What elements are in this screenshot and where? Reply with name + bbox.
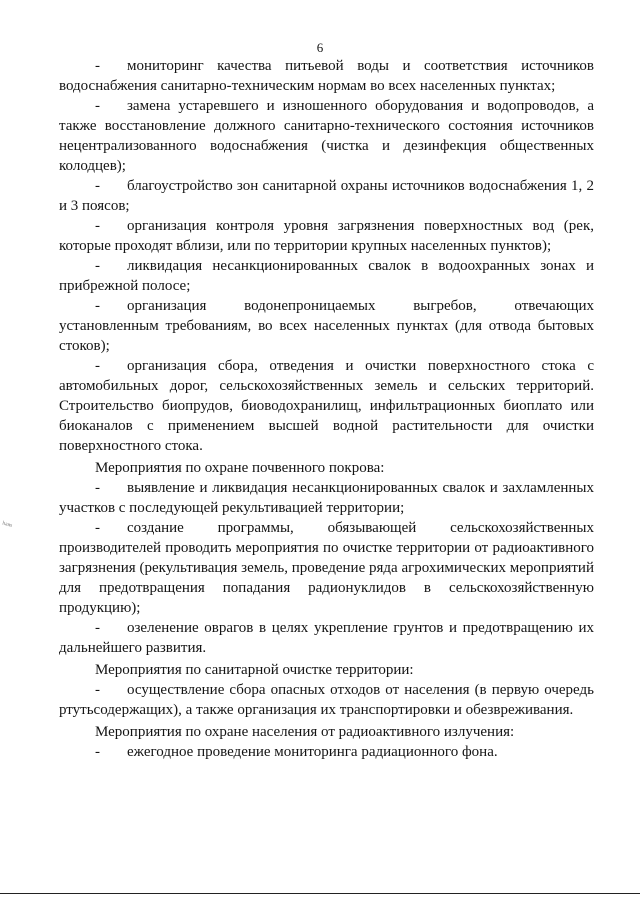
bullet-text: выявление и ликвидация несанкционированных свалок и захламленных участков с последующей рекультивацией территории;	[59, 480, 594, 516]
section-heading-radiation: Мероприятия по охране населения от радиоактивного излучения:	[95, 724, 515, 740]
bullet-item	[59, 176, 594, 216]
bullet-item	[59, 618, 594, 658]
dash-marker: -	[95, 298, 100, 314]
dash-marker: -	[95, 480, 100, 496]
dash-marker: -	[95, 98, 100, 114]
document-body	[59, 56, 594, 762]
dash-marker: -	[95, 520, 100, 536]
bullet-item	[59, 478, 594, 518]
bullet-item	[59, 96, 594, 176]
bullet-text: организация водонепроницаемых выгребов, отвечающих установленным требованиям, во всех населенных пунктах (для отвода бытовых стоков);	[59, 298, 594, 354]
bullet-item	[59, 518, 594, 618]
bullet-item	[59, 56, 594, 96]
dash-marker: -	[95, 744, 100, 760]
bullet-item	[59, 216, 594, 256]
bullet-text: озеленение оврагов в целях укрепление грунтов и предотвращению их дальнейшего развития.	[59, 620, 594, 656]
bullet-text: осуществление сбора опасных отходов от населения (в первую очередь ртутьсодержащих), а также организация их транспортировки и обезвреживания.	[59, 682, 594, 718]
bullet-item	[59, 680, 594, 720]
dash-marker: -	[95, 178, 100, 194]
dash-marker: -	[95, 58, 100, 74]
dash-marker: -	[95, 218, 100, 234]
dash-marker: -	[95, 620, 100, 636]
bullet-item	[59, 742, 594, 762]
bullet-item	[59, 356, 594, 456]
bullet-text: организация сбора, отведения и очистки поверхностного стока с автомобильных дорог, сельскохозяйственных земель и сельских территорий. Строительство биопрудов, биоводохранилищ, инфильтрационных биоплато или биоканалов с применением высшей водной растительности для очистки поверхностного стока.	[59, 358, 594, 454]
bullet-text: благоустройство зон санитарной охраны источников водоснабжения 1, 2 и 3 поясов;	[59, 178, 594, 214]
dash-marker: -	[95, 682, 100, 698]
bullet-item	[59, 296, 594, 356]
bullet-text: создание программы, обязывающей сельскохозяйственных производителей проводить мероприятия по очистке территории от радиоактивного загрязнения (рекультивация земель, проведение ряда агрохимических мероприятий для предотвращения попадания радионуклидов в сельскохозяйственную продукцию);	[59, 520, 594, 616]
dash-marker: -	[95, 358, 100, 374]
dash-marker: -	[95, 258, 100, 274]
bullet-text: ликвидация несанкционированных свалок в водоохранных зонах и прибрежной полосе;	[59, 258, 594, 294]
bullet-item	[59, 256, 594, 296]
bullet-text: ежегодное проведение мониторинга радиационного фона.	[127, 744, 498, 760]
bottom-edge-line	[0, 893, 640, 894]
bullet-text: мониторинг качества питьевой воды и соответствия источников водоснабжения санитарно-техническим нормам во всех населенных пунктах;	[59, 58, 594, 94]
page-number: 6	[316, 40, 324, 55]
bullet-text: замена устаревшего и изношенного оборудования и водопроводов, а также восстановление должного санитарно-технического состояния источников нецентрализованного водоснабжения (чистка и дезинфекция общественных колодцев);	[59, 98, 594, 174]
section-heading-soil: Мероприятия по охране почвенного покрова:	[95, 460, 385, 476]
bullet-text: организация контроля уровня загрязнения поверхностных вод (рек, которые проходят вблизи, или по территории крупных населенных пунктов);	[59, 218, 594, 254]
section-heading-sanitary: Мероприятия по санитарной очистке территории:	[95, 662, 414, 678]
margin-mark: ʰᵃⁿˢ	[0, 518, 14, 532]
